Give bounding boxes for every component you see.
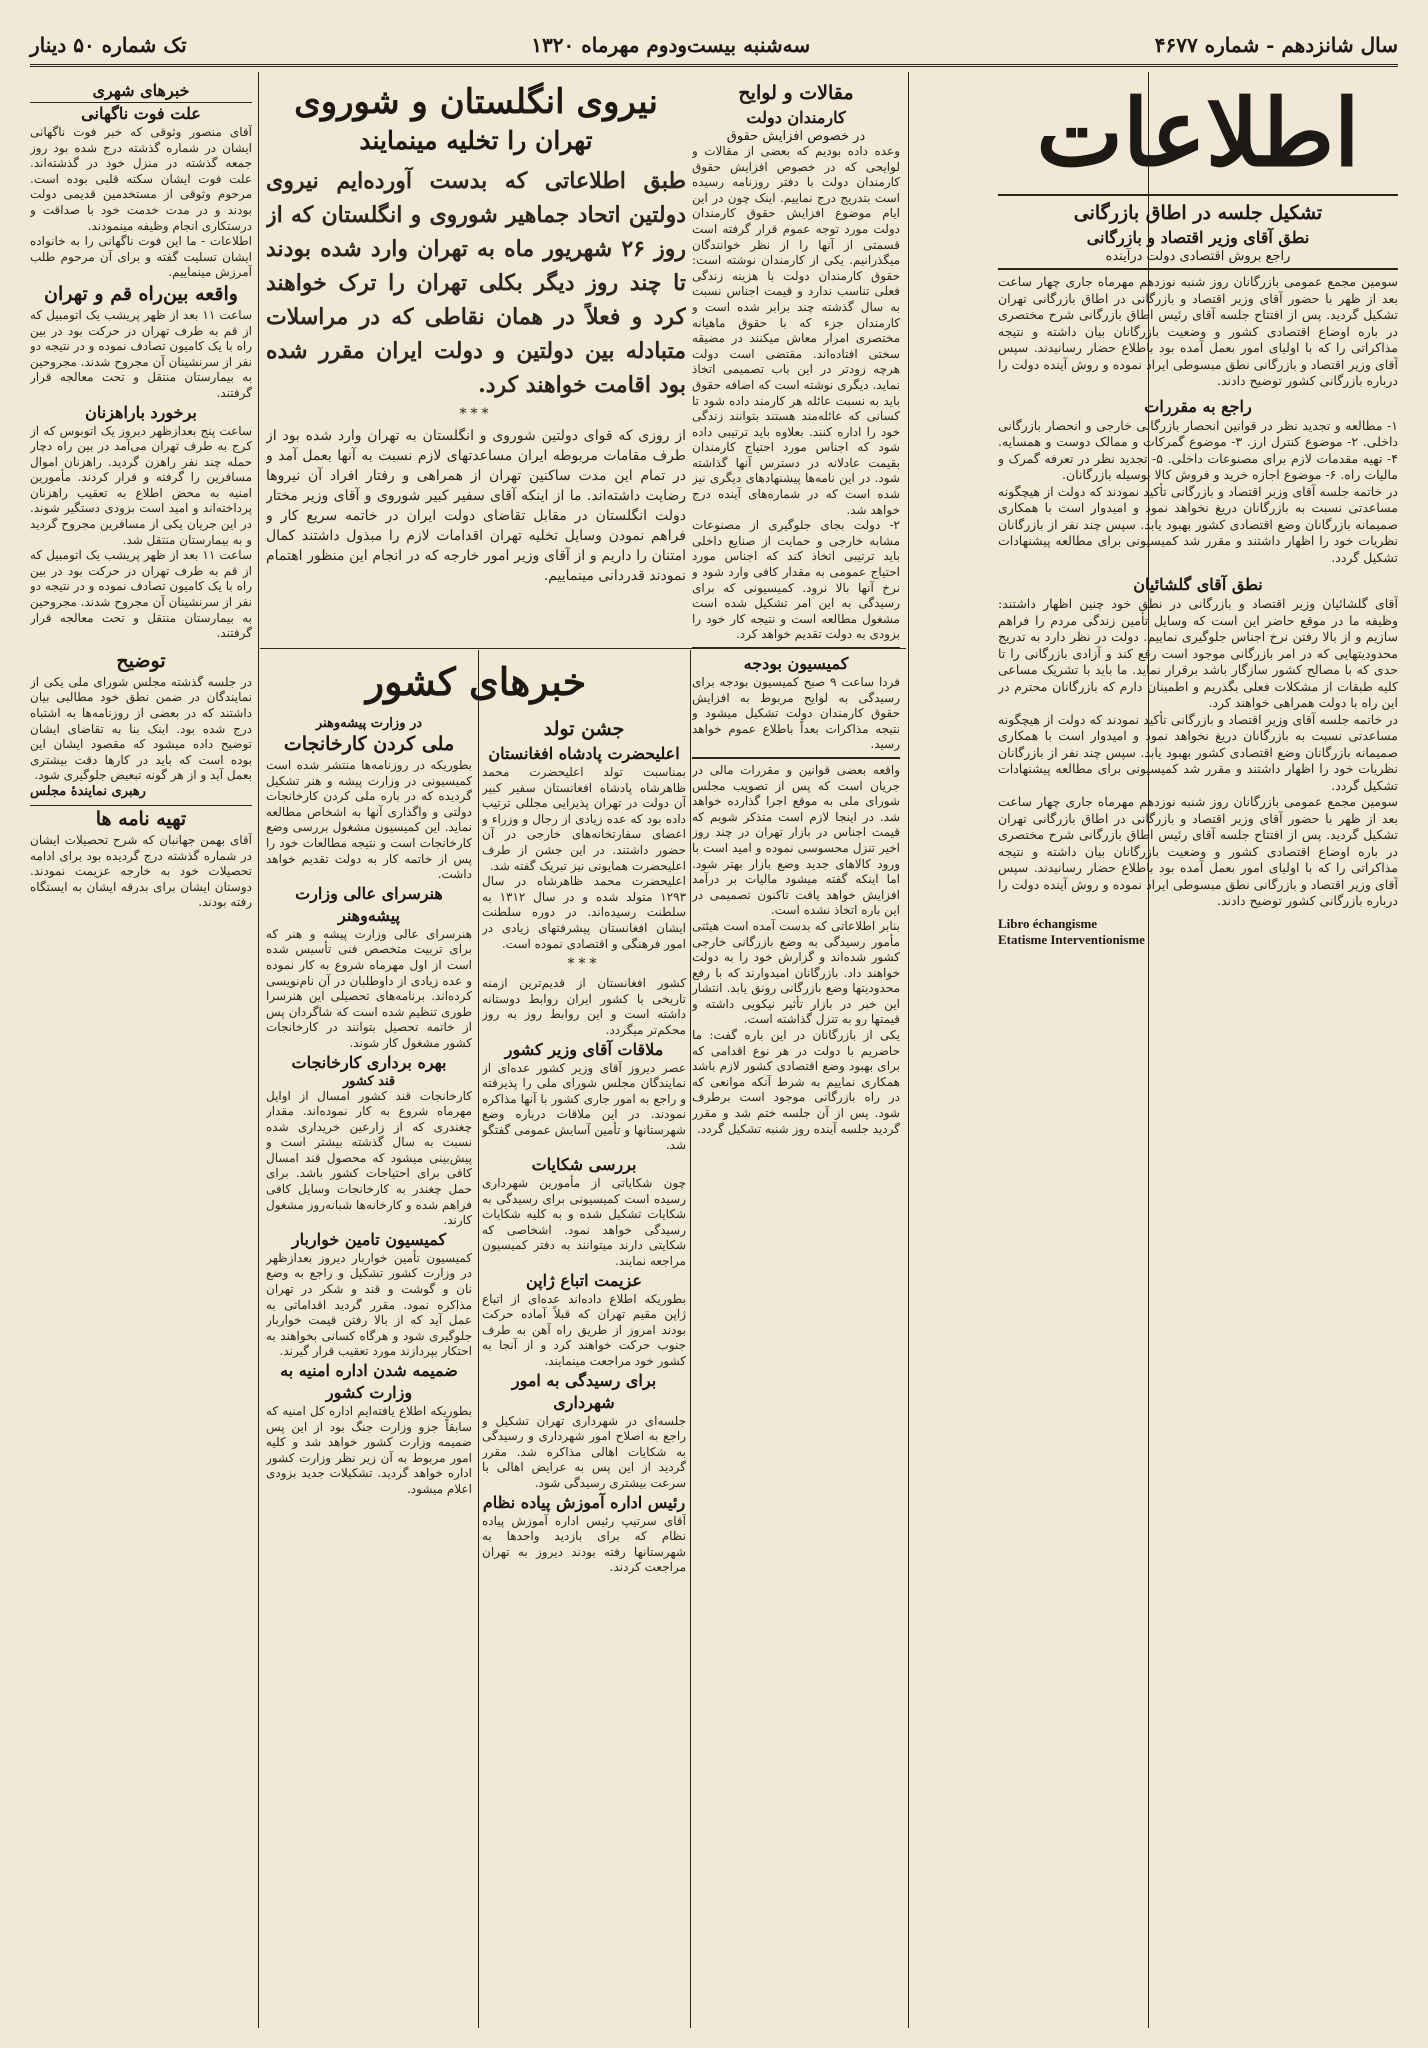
news-body: کارخانجات قند کشور امسال از اوایل مهرماه شروع به کار نموده‌اند. مقدار چغندری که از زارعین خریداری شده نسبت به سال گذشته بیشتر است و پیش‌بینی میشود که محصول قند امسال کافی برای احتیاجات کشور باشد. برای حمل چغندر به کارخانجات وسایل کافی فراهم شده و کارخانه‌ها شبانه‌روز مشغول کارند. bbox=[266, 1088, 472, 1228]
news-title: جشن تولد bbox=[543, 718, 625, 740]
speech-title: نطق آقای گلشائیان bbox=[1133, 575, 1263, 594]
column-rule bbox=[690, 650, 691, 2028]
article-body: ۲- دولت بجای جلوگیری از مصنوعات مشابه خارجی و حمایت از صنایع داخلی باید ترتیبی اتخاذ کند که اجناس مورد احتیاج عمومی به مقدار کافی وارد شود و نرخ آنها بالا نرود. کمیسیونی که برای رسیدگی به این امر تشکیل شده است مشغول مطالعه است و نتیجه کار خود را بزودی به دولت تقدیم خواهد کرد. bbox=[692, 518, 900, 642]
headline: تشکیل جلسه در اطاق بازرگانی bbox=[1073, 202, 1323, 224]
signature: رهبری نمایندۀ مجلس bbox=[30, 783, 146, 799]
country-news-title: خبرهای کشور bbox=[365, 659, 587, 704]
news-title: ملی کردن کارخانجات bbox=[283, 733, 455, 755]
news-body: آقای منصور وثوقی که خبر فوت ناگهانی ایشان در شماره گذشته درج شده بود روز جمعه گذشته در منزل خود در گذشته‌اند. علت فوت ایشان سکته قلبی بوده است. مرحوم وثوقی از مستخدمین قدیمی دولت بودند و در مدت خدمت خود با صداقت و درستکاری انجام وظیفه مینمودند. bbox=[30, 125, 252, 233]
column-subheadline: کارمندان دولت bbox=[746, 108, 846, 127]
budget-box bbox=[692, 647, 900, 759]
news-title: تهیه نامه ها bbox=[30, 805, 252, 833]
news-subtitle: قند کشور bbox=[342, 1073, 396, 1089]
news-body: اطلاعات - ما این فوت ناگهانی را به خانواده ایشان تسلیت گفته و برای آن مرحوم طلب آمرزش مینماییم. bbox=[30, 234, 252, 280]
news-subtitle: اعلیحضرت پادشاه افغانستان bbox=[488, 744, 680, 763]
articles-column bbox=[692, 80, 900, 2028]
news-title: بهره برداری کارخانجات bbox=[291, 1052, 447, 1072]
main-story bbox=[266, 80, 686, 646]
news-body: در جلسه گذشته مجلس شورای ملی یکی از نمایندگان در ضمن نطق خود مطالبی بیان داشتند که در بعضی از روزنامه‌ها به اشتباه درج شده بود. اینک بنا به تقاضای ایشان توضیح داده میشود که مقصود ایشان این بوده است که باید در کارها دقت بیشتری بعمل آید و از هر گونه تبعیض جلوگیری شود. bbox=[30, 674, 252, 783]
country-news-col-1 bbox=[266, 716, 472, 2028]
news-title: کمیسیون تامین خواربار bbox=[291, 1229, 447, 1249]
column-deck: در خصوص افزایش حقوق bbox=[726, 129, 866, 144]
news-title: هنرسرای عالی وزارت پیشه‌وهنر bbox=[295, 883, 443, 925]
news-title: رئیس اداره آموزش پیاده نظام bbox=[482, 1492, 686, 1512]
news-title: ملاقات آقای وزیر کشور bbox=[504, 1039, 664, 1059]
country-news-header bbox=[266, 654, 686, 714]
news-body: ساعت ۱۱ بعد از ظهر پریشب یک اتومبیل که از قم به طرف تهران در حرکت بود در بین راه با یک کامیون تصادف نموده و در نتیجه دو نفر از سرنشینان آن مجروح شدند. مجروحین به بیمارستان منتقل و تحت معالجه قرار گرفتند. bbox=[30, 307, 252, 400]
news-body: ساعت ۱۱ بعد از ظهر پریشب یک اتومبیل که از قم به طرف تهران در حرکت بود در بین راه با یک کامیون تصادف نموده و در نتیجه دو نفر از سرنشینان آن مجروح شدند. مجروحین به بیمارستان منتقل و تحت معالجه قرار گرفتند. bbox=[30, 548, 252, 641]
separator: *** bbox=[459, 406, 493, 422]
issue-number: سال شانزدهم - شماره ۴۶۷۷ bbox=[1154, 33, 1398, 57]
issue-date: سه‌شنبه بیست‌و‌دوم مهرماه ۱۳۲۰ bbox=[531, 33, 811, 57]
news-body: چون شکایاتی از مأمورین شهرداری رسیده است کمیسیونی برای رسیدگی به شکایات تشکیل شده و به کلیه شکایات رسیدگی خواهد نمود. اشخاصی که شکایتی دارند میتوانند به دفتر کمیسیون مراجعه نمایند. bbox=[482, 1176, 686, 1269]
ministry-label: در وزارت پیشه‌وهنر bbox=[315, 716, 423, 731]
box-title: کمیسیون بودجه bbox=[743, 654, 849, 673]
news-body: بطوریکه در روزنامه‌ها منتشر شده است کمیسیونی در وزارت پیشه و هنر تشکیل گردیده که در باره ملی کردن کارخانجات دولتی و واگذاری آنها به اشخاص مطالعه نماید. این کمیسیون مشغول بررسی وضع کارخانجات است و نتیجه مطالعات خود را پس از خاتمه کار به دولت تقدیم خواهد داشت. bbox=[266, 758, 472, 882]
column-headline: مقالات و لوایح bbox=[738, 82, 854, 104]
news-title: برای رسیدگی به امور شهرداری bbox=[511, 1370, 657, 1412]
news-body: بطوریکه اطلاع داده‌اند عده‌ای از اتباع ژاپن مقیم تهران که قبلاً آماده حرکت بودند امروز از طریق راه آهن به طرف جنوب حرکت خواهند کرد و از آنجا به کشور خود مراجعت مینمایند. bbox=[482, 1291, 686, 1368]
news-title: علت فوت ناگهانی bbox=[81, 104, 201, 123]
separator: *** bbox=[567, 956, 601, 973]
news-title: توضیح bbox=[116, 649, 166, 672]
column-rule bbox=[908, 72, 909, 2028]
country-news-col-2 bbox=[482, 716, 686, 2028]
article-body: در خاتمه جلسه آقای وزیر اقتصاد و بازرگانی تأکید نمودند که دولت از هیچگونه مساعدتی نسبت به بازرگانان دریغ نخواهد نمود و امیدوار است با همکاری صمیمانه بازرگانان وضع اقتصادی کشور بهبود یابد. سپس چند نفر از بازرگانان نظریات خود را اظهار داشتند و مقرر شد کمیسیونی برای مطالعه پیشنهادات تشکیل گردد. bbox=[998, 483, 1398, 565]
news-body: هنرسرای عالی وزارت پیشه و هنر که برای تربیت متخصص فنی تأسیس شده است از اول مهرماه شروع به کار نموده و عده زیادی از داوطلبان در آن نام‌نویسی کرده‌اند. برنامه‌های تحصیلی این هنرسرا طوری تنظیم شده است که شاگردان پس از خاتمه تحصیل بتوانند در کارخانجات کشور مشغول کار شوند. bbox=[266, 926, 472, 1050]
news-body: آقای سرتیپ رئیس اداره آموزش پیاده نظام که برای بازدید واحدها به شهرستانها رفته بودند دیروز به تهران مراجعت کردند. bbox=[482, 1513, 686, 1575]
news-title: واقعه بین‌راه قم و تهران bbox=[44, 282, 238, 305]
news-body: جلسه‌ای در شهرداری تهران تشکیل و راجع به اصلاح امور شهرداری و رسیدگی به شکایات اهالی مذاکره شد. مقرر گردید از این پس به عرایض اهالی با سرعت بیشتری رسیدگی شود. bbox=[482, 1413, 686, 1490]
news-body: بطوریکه اطلاع یافته‌ایم اداره کل امنیه که سابقاً جزو وزارت جنگ بود از این پس ضمیمه وزارت کشور خواهد شد و کلیه امور مربوط به آن زیر نظر وزارت کشور اداره خواهد گردید. تشکیلات جدید بزودی اعلام میشود. bbox=[266, 1404, 472, 1496]
headline-box bbox=[998, 194, 1398, 270]
main-body: از روزی که قوای دولتین شوروی و انگلستان به تهران وارد شده بود از طرف مقامات مربوطه ایران مساعدتهای لازم نسبت به آنها بعمل آمد و در تمام این مدت ساکنین تهران از همراهی و رفتار افراد آن نیروها رضایت داشته‌اند. ما از اینکه آقای سفیر کبیر شوروی و آقای وزیر مختار دولت انگلستان در مقابل تقاضای دولت ایران در خاتمه سریع کار و فراهم نمودن وسایل تخلیه تهران اقدامات لازم را مبذول داشتند کمال امتنان را داریم و از آقای وزیر امور خارجه که در انجام این منظور اهتمام نمودند قدردانی مینماییم. bbox=[266, 428, 686, 584]
main-headline: نیروی انگلستان و شوروی bbox=[294, 82, 658, 122]
column-rule bbox=[478, 650, 479, 2028]
box-body: فردا ساعت ۹ صبح کمیسیون بودجه برای رسیدگی به لوایح مربوط به افزایش حقوق کارمندان دولت تشکیل میشود و نتیجه مذاکرات بعداً باطلاع عموم خواهد رسید. bbox=[692, 675, 900, 752]
news-title: ضمیمه شدن اداره امنیه به وزارت کشور bbox=[280, 1361, 458, 1402]
article-body: سومین مجمع عمومی بازرگانان روز شنبه نوزدهم مهرماه جاری چهار ساعت بعد از ظهر با حضور آقای وزیر اقتصاد و بازرگانی در اطاق بازرگانی تهران تشکیل گردید. پس از افتتاح جلسه آقای رئیس اطاق بازرگانی شرح مختصری در باره اوضاع اقتصادی کشور و وضعیت بازرگانان بیان داشته و نتیجه مذاکراتی را که با اولیای امور بعمل آمده بود باطلاع حضار رسانیدند. سپس آقای وزیر اقتصاد و بازرگانی نطق مبسوطی ایراد نموده و روش آینده دولت را درباره بازرگانی کشور توضیح دادند. bbox=[998, 274, 1398, 388]
article-points: ۱- مطالعه و تجدید نظر در قوانین انحصار بازرگانی خارجی و انحصار بازرگانی داخلی. ۲- موضوع کنترل ارز. ۳- موضوع گمرکات و ممالک دوست و همسایه. ۴- تهیه مقدمات لازم برای مصنوعات داخلی. ۵- تجدید نظر در تعرفه گمرک و مالیات راه. ۶- موضوع اجازه خرید و فروش کالا بوسیله بازرگانان. bbox=[998, 417, 1398, 482]
news-body: بمناسبت تولد اعلیحضرت محمد ظاهرشاه پادشاه افغانستان سفیر کبیر آن دولت در تهران پذیرایی مجللی ترتیب داده بود که عده زیادی از رجال و وزراء و اعضای سفارتخانه‌های خارجی در آن حضور داشتند. در این جشن از طرف اعلیحضرت همایونی نیز تبریک گفته شد. bbox=[482, 765, 686, 873]
article-body: یکی از بازرگانان در این باره گفت: ما حاضریم با دولت در هر نوع اقدامی که برای بهبود وضع اقتصادی کشور لازم باشد همکاری نماییم به شرط آنکه موانعی که در راه بازرگانی موجود است برطرف شود. پس از آن جلسه ختم شد و مقرر گردید جلسه آینده روز شنبه تشکیل گردد. bbox=[692, 1028, 900, 1136]
latin-term: Libro échangisme bbox=[998, 915, 1098, 931]
news-body: کشور افغانستان از قدیم‌ترین ازمنه تاریخی با کشور ایران روابط دوستانه داشته است و این روابط روز به روز محکم‌تر میگردد. bbox=[482, 976, 686, 1037]
right-column bbox=[998, 74, 1398, 2028]
subheadline: نطق آقای وزیر اقتصاد و بازرگانی bbox=[1086, 228, 1310, 247]
news-body: اعلیحضرت محمد ظاهرشاه در سال ۱۲۹۳ متولد شده و در سال ۱۳۱۲ به سلطنت رسیده‌اند. در دوره سلطنت ایشان افغانستان پیشرفتهای زیادی در امور فرهنگی و اقتصادی نموده است. bbox=[482, 874, 686, 951]
header-strip bbox=[30, 26, 1398, 67]
article-body: وعده داده بودیم که بعضی از مقالات و لوایحی که در خصوص افزایش حقوق کارمندان دولت با دفتر روزنامه رسیده است بتدریج درج نماییم. اینک چون در این ایام موضوع افزایش حقوق کارمندان دولت مورد توجه عموم قرار گرفته است قسمتی از آنها را از نظر خوانندگان میگذرانیم. یکی از کارمندان نوشته است: حقوق کارمندان دولت با هزینه زندگی فعلی تناسب ندارد و قیمت اجناس نسبت به سال گذشته چند برابر شده است و کارمندان جزء که با حقوق ماهیانه مختصری امرار معاش میکنند در مضیقه سختی افتاده‌اند. مقتضی است دولت هرچه زودتر در این باب تصمیمی اتخاذ نماید. دیگری نوشته است که اضافه حقوق باید به نسبت عائله هر کارمند داده شود تا کسانی که عائله‌مند هستند بتوانند زندگی خود را اداره کنند. بعلاوه باید ترتیبی داده شود که اجناس مورد احتیاج کارمندان بقیمت عادلانه در دسترس آنها گذاشته شود. در این نامه‌ها پیشنهادهای دیگری نیز شده است که در شماره‌های آینده درج خواهد شد. bbox=[692, 144, 900, 517]
issue-price: تک شماره ۵۰ دینار bbox=[30, 33, 187, 57]
speech-body: آقای گلشائیان وزیر اقتصاد و بازرگانی در نطق خود چنین اظهار داشتند: وظیفه ما در موقع حاضر این است که وسایل تأمین زندگی مردم را فراهم سازیم و از بالا رفتن نرخ اجناس جلوگیری نماییم. دولت در نظر دارد به تدریج محدودیتهایی که در امر بازرگانی موجود است رفع کند و آزادی بازرگانی را تا حدی که با مصالح کشور سازگار باشد برقرار نماید. ما باید با تشریک مساعی کلیه طبقات از مشکلات فعلی بگذریم و اطمینان دارم که بازرگانان محترم در این راه با دولت همراهی خواهند کرد. bbox=[998, 596, 1398, 710]
article-body: در خاتمه جلسه آقای وزیر اقتصاد و بازرگانی تأکید نمودند که دولت از هیچگونه مساعدتی نسبت به بازرگانان دریغ نخواهد نمود و امیدوار است با همکاری صمیمانه بازرگانان وضع اقتصادی کشور بهبود یابد. سپس چند نفر از بازرگانان نظریات خود را اظهار داشتند و مقرر شد کمیسیونی برای مطالعه پیشنهادات تشکیل گردد. bbox=[998, 711, 1398, 793]
article-body: بنابر اطلاعاتی که بدست آمده است هیئتی مأمور رسیدگی به وضع بازرگانی خارجی کشور شده‌اند و گزارش خود را به دولت خواهند داد. بازرگانان امیدوارند که با رفع محدودیتها وضع بازرگانی رونق یابد. انتشار این خبر در بازار تأثیر نیکویی داشته و قیمتها رو به تنزل گذاشته است. bbox=[692, 918, 900, 1027]
news-title: بررسی شکایات bbox=[531, 1155, 637, 1175]
news-title: عزیمت اتباع ژاپن bbox=[526, 1270, 642, 1290]
main-subheadline: تهران را تخلیه مینمایند bbox=[359, 126, 593, 155]
latin-term: Etatisme Interventionisme bbox=[998, 931, 1145, 947]
masthead-title: اطلاعات bbox=[1036, 79, 1360, 187]
left-column bbox=[30, 80, 252, 2028]
main-lead: طبق اطلاعاتی که بدست آورده‌ایم نیروی دولتین اتحاد جماهیر شوروی و انگلستان که از روز ۲۶ شهریور ماه به تهران وارد شده بودند تا چند روز دیگر بکلی تهران را ترک خواهند کرد و فعلاً در همان نقاطی که در مراسلات متبادله بین دولتین و دولت ایران مقرر شده بود اقامت خواهند کرد. bbox=[266, 168, 686, 398]
deck: راجع بروش اقتصادی دولت درآینده bbox=[1105, 249, 1291, 264]
news-title: برخورد باراهزنان bbox=[85, 402, 197, 422]
news-body: آقای بهمن جهانبان که شرح تحصیلات ایشان در شماره گذشته درج گردیده بود برای ادامه تحصیلات خود به خارجه عزیمت نمودند. دوستان ایشان برای بدرقه ایشان به ایستگاه رفته بودند. bbox=[30, 832, 252, 910]
news-body: ساعت پنج بعدازظهر دیروز یک اتوبوس که از کرج به طرف تهران می‌آمد در بین راه دچار حمله چند نفر راهزن گردید. راهزنان اموال مسافرین را گرفته و فرار کردند. مأمورین امنیه به محض اطلاع به تعقیب راهزنان پرداخته‌اند و امید است بزودی دستگیر شوند. در این جریان یکی از مسافرین مجروح گردید و به بیمارستان منتقل شد. bbox=[30, 423, 252, 547]
news-body: کمیسیون تأمین خواربار دیروز بعدازظهر در وزارت کشور تشکیل و راجع به وضع نان و گوشت و قند و شکر در تهران مذاکره نمود. مقرر گردید اقداماتی به عمل آید که از بالا رفتن قیمت خواربار جلوگیری شود و هرگاه کسانی بخواهند به احتکار بپردازند مورد تعقیب قرار گیرند. bbox=[266, 1250, 472, 1359]
news-body: عصر دیروز آقای وزیر کشور عده‌ای از نمایندگان مجلس شورای ملی را پذیرفته و راجع به امور جاری کشور با آنها مذاکره نمودند. در این ملاقات درباره وضع شهرستانها و تأمین آسایش عمومی گفتگو شد. bbox=[482, 1060, 686, 1153]
section-subheading: راجع به مقررات bbox=[1144, 396, 1252, 416]
section-title: خبرهای شهری bbox=[30, 80, 252, 103]
article-body: سومین مجمع عمومی بازرگانان روز شنبه نوزدهم مهرماه جاری چهار ساعت بعد از ظهر با حضور آقای وزیر اقتصاد و بازرگانی در اطاق بازرگانی تهران تشکیل گردید. پس از افتتاح جلسه آقای رئیس اطاق بازرگانی شرح مختصری در باره اوضاع اقتصادی کشور و وضعیت بازرگانان بیان داشته و نتیجه مذاکراتی را که با اولیای امور بعمل آمده بود باطلاع حضار رسانیدند. سپس آقای وزیر اقتصاد و بازرگانی نطق مبسوطی ایراد نموده و روش آینده دولت را درباره بازرگانی کشور توضیح دادند. bbox=[998, 794, 1398, 908]
article-body: واقعه بعضی قوانین و مقررات مالی در جریان است که پس از تصویب مجلس شورای ملی به موقع اجرا گذارده خواهد شد. در اینجا لازم است متذکر شویم که قیمت اجناس در بازار تهران در چند روز اخیر تنزل محسوسی نموده و امید است با ورود کالاهای جدید وضع بازار بهتر شود. اما اینکه گفته میشود مالیات بر درآمد افزایش خواهد یافت تاکنون تصمیمی در این باره اتخاذ نشده است. bbox=[692, 762, 900, 918]
column-rule bbox=[258, 72, 259, 2028]
